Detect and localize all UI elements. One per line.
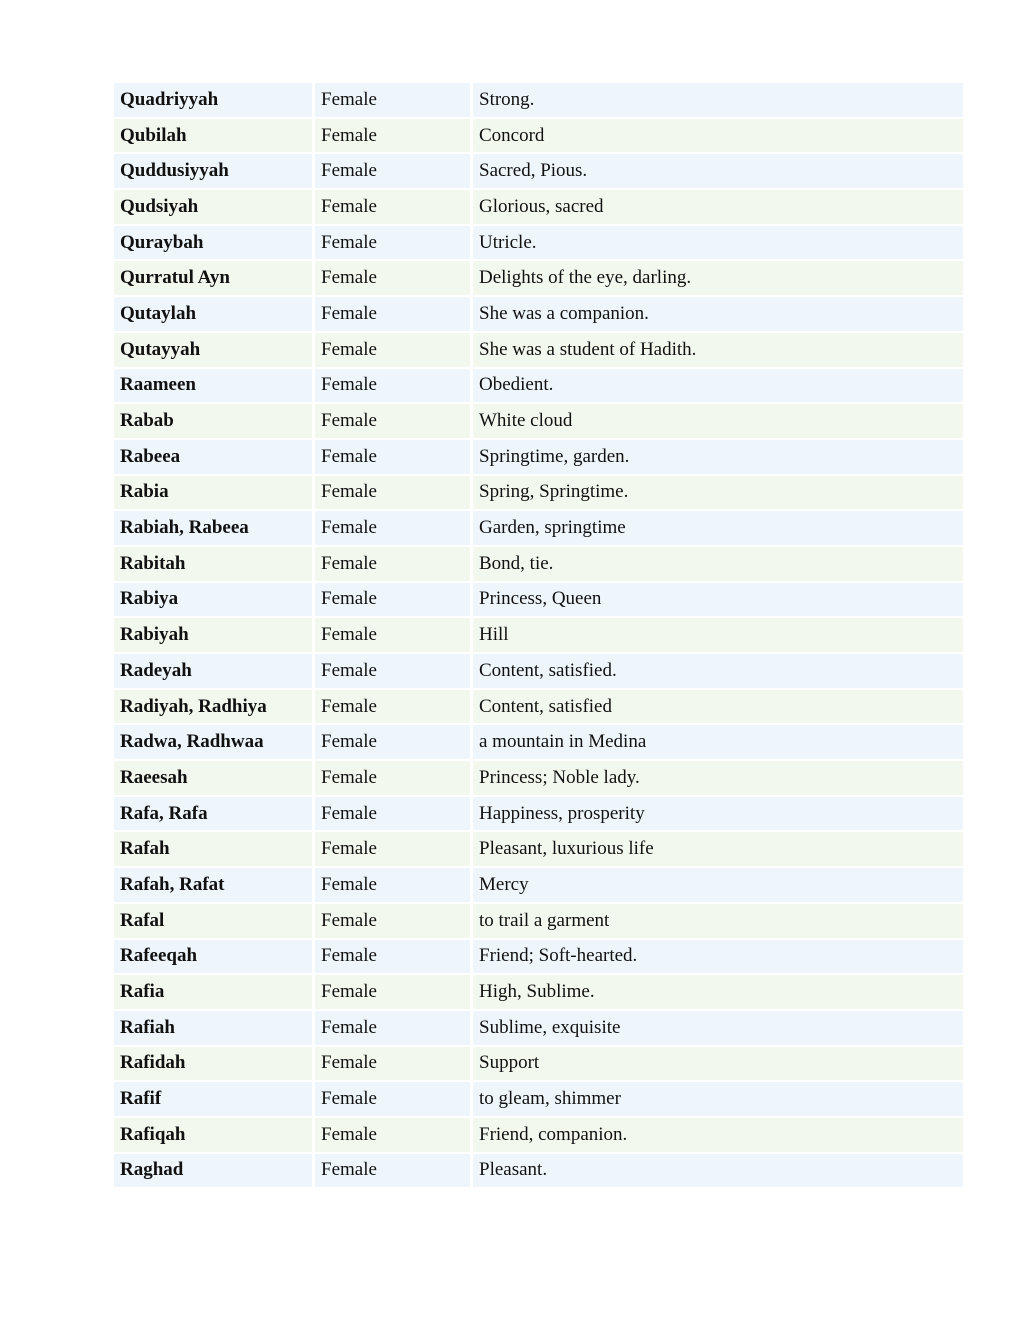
table-row	[114, 547, 963, 583]
name-cell: Rafiah	[114, 1011, 315, 1047]
meaning-cell: Friend; Soft-hearted.	[473, 940, 963, 976]
table-row	[114, 868, 963, 904]
gender-cell: Female	[315, 618, 473, 654]
table-row	[114, 904, 963, 940]
name-cell: Rabitah	[114, 547, 315, 583]
gender-cell: Female	[315, 1118, 473, 1154]
gender-cell: Female	[315, 1011, 473, 1047]
meaning-cell: She was a student of Hadith.	[473, 333, 963, 369]
meaning-cell: Friend, companion.	[473, 1118, 963, 1154]
name-cell: Radiyah, Radhiya	[114, 690, 315, 726]
table-row	[114, 975, 963, 1011]
meaning-cell: White cloud	[473, 404, 963, 440]
table-row	[114, 1011, 963, 1047]
meaning-cell: to trail a garment	[473, 904, 963, 940]
gender-cell: Female	[315, 511, 473, 547]
name-cell: Rabab	[114, 404, 315, 440]
meaning-cell: Bond, tie.	[473, 547, 963, 583]
meaning-cell: Content, satisfied.	[473, 654, 963, 690]
gender-cell: Female	[315, 404, 473, 440]
table-row	[114, 83, 963, 119]
table-row	[114, 1118, 963, 1154]
name-cell: Rafidah	[114, 1047, 315, 1083]
name-cell: Raeesah	[114, 761, 315, 797]
table-row	[114, 476, 963, 512]
name-cell: Quddusiyyah	[114, 154, 315, 190]
gender-cell: Female	[315, 975, 473, 1011]
meaning-cell: Mercy	[473, 868, 963, 904]
gender-cell: Female	[315, 690, 473, 726]
meaning-cell: Concord	[473, 119, 963, 155]
table-row	[114, 797, 963, 833]
meaning-cell: Support	[473, 1047, 963, 1083]
name-cell: Qurratul Ayn	[114, 261, 315, 297]
meaning-cell: Pleasant, luxurious life	[473, 832, 963, 868]
meaning-cell: Happiness, prosperity	[473, 797, 963, 833]
table-row	[114, 1047, 963, 1083]
table-row	[114, 940, 963, 976]
name-cell: Rabia	[114, 476, 315, 512]
name-cell: Rabiah, Rabeea	[114, 511, 315, 547]
meaning-cell: Sacred, Pious.	[473, 154, 963, 190]
table-row	[114, 190, 963, 226]
gender-cell: Female	[315, 297, 473, 333]
gender-cell: Female	[315, 868, 473, 904]
name-cell: Rafiqah	[114, 1118, 315, 1154]
gender-cell: Female	[315, 190, 473, 226]
names-table-body	[114, 83, 963, 1189]
name-cell: Quadriyyah	[114, 83, 315, 119]
gender-cell: Female	[315, 1047, 473, 1083]
name-cell: Rafa, Rafa	[114, 797, 315, 833]
meaning-cell: Princess, Queen	[473, 583, 963, 619]
name-cell: Qudsiyah	[114, 190, 315, 226]
table-row	[114, 725, 963, 761]
table-row	[114, 119, 963, 155]
meaning-cell: High, Sublime.	[473, 975, 963, 1011]
meaning-cell: Pleasant.	[473, 1154, 963, 1190]
meaning-cell: Utricle.	[473, 226, 963, 262]
names-table	[114, 83, 963, 1189]
gender-cell: Female	[315, 476, 473, 512]
gender-cell: Female	[315, 369, 473, 405]
name-cell: Rafeeqah	[114, 940, 315, 976]
table-row	[114, 226, 963, 262]
table-row	[114, 761, 963, 797]
name-cell: Qutayyah	[114, 333, 315, 369]
table-row	[114, 583, 963, 619]
gender-cell: Female	[315, 83, 473, 119]
table-row	[114, 1082, 963, 1118]
table-row	[114, 154, 963, 190]
meaning-cell: Garden, springtime	[473, 511, 963, 547]
gender-cell: Female	[315, 119, 473, 155]
meaning-cell: Content, satisfied	[473, 690, 963, 726]
name-cell: Raameen	[114, 369, 315, 405]
gender-cell: Female	[315, 725, 473, 761]
gender-cell: Female	[315, 832, 473, 868]
gender-cell: Female	[315, 261, 473, 297]
name-cell: Rafal	[114, 904, 315, 940]
meaning-cell: to gleam, shimmer	[473, 1082, 963, 1118]
name-cell: Rabiya	[114, 583, 315, 619]
meaning-cell: Hill	[473, 618, 963, 654]
gender-cell: Female	[315, 797, 473, 833]
table-row	[114, 297, 963, 333]
table-row	[114, 832, 963, 868]
table-row	[114, 618, 963, 654]
table-row	[114, 440, 963, 476]
name-cell: Rafah, Rafat	[114, 868, 315, 904]
name-cell: Qutaylah	[114, 297, 315, 333]
gender-cell: Female	[315, 226, 473, 262]
table-row	[114, 690, 963, 726]
name-cell: Radeyah	[114, 654, 315, 690]
table-row	[114, 1154, 963, 1190]
meaning-cell: Princess; Noble lady.	[473, 761, 963, 797]
gender-cell: Female	[315, 654, 473, 690]
meaning-cell: Springtime, garden.	[473, 440, 963, 476]
table-row	[114, 369, 963, 405]
meaning-cell: Sublime, exquisite	[473, 1011, 963, 1047]
name-cell: Raghad	[114, 1154, 315, 1190]
gender-cell: Female	[315, 1154, 473, 1190]
name-cell: Quraybah	[114, 226, 315, 262]
name-cell: Rafia	[114, 975, 315, 1011]
gender-cell: Female	[315, 547, 473, 583]
meaning-cell: Glorious, sacred	[473, 190, 963, 226]
gender-cell: Female	[315, 940, 473, 976]
name-cell: Rabeea	[114, 440, 315, 476]
table-row	[114, 511, 963, 547]
name-cell: Radwa, Radhwaa	[114, 725, 315, 761]
gender-cell: Female	[315, 440, 473, 476]
table-row	[114, 404, 963, 440]
meaning-cell: Obedient.	[473, 369, 963, 405]
gender-cell: Female	[315, 904, 473, 940]
meaning-cell: She was a companion.	[473, 297, 963, 333]
table-row	[114, 261, 963, 297]
gender-cell: Female	[315, 1082, 473, 1118]
meaning-cell: a mountain in Medina	[473, 725, 963, 761]
table-row	[114, 333, 963, 369]
table-row	[114, 654, 963, 690]
gender-cell: Female	[315, 761, 473, 797]
gender-cell: Female	[315, 154, 473, 190]
meaning-cell: Delights of the eye, darling.	[473, 261, 963, 297]
meaning-cell: Spring, Springtime.	[473, 476, 963, 512]
name-cell: Rafah	[114, 832, 315, 868]
name-cell: Rafif	[114, 1082, 315, 1118]
gender-cell: Female	[315, 583, 473, 619]
meaning-cell: Strong.	[473, 83, 963, 119]
gender-cell: Female	[315, 333, 473, 369]
name-cell: Qubilah	[114, 119, 315, 155]
name-cell: Rabiyah	[114, 618, 315, 654]
